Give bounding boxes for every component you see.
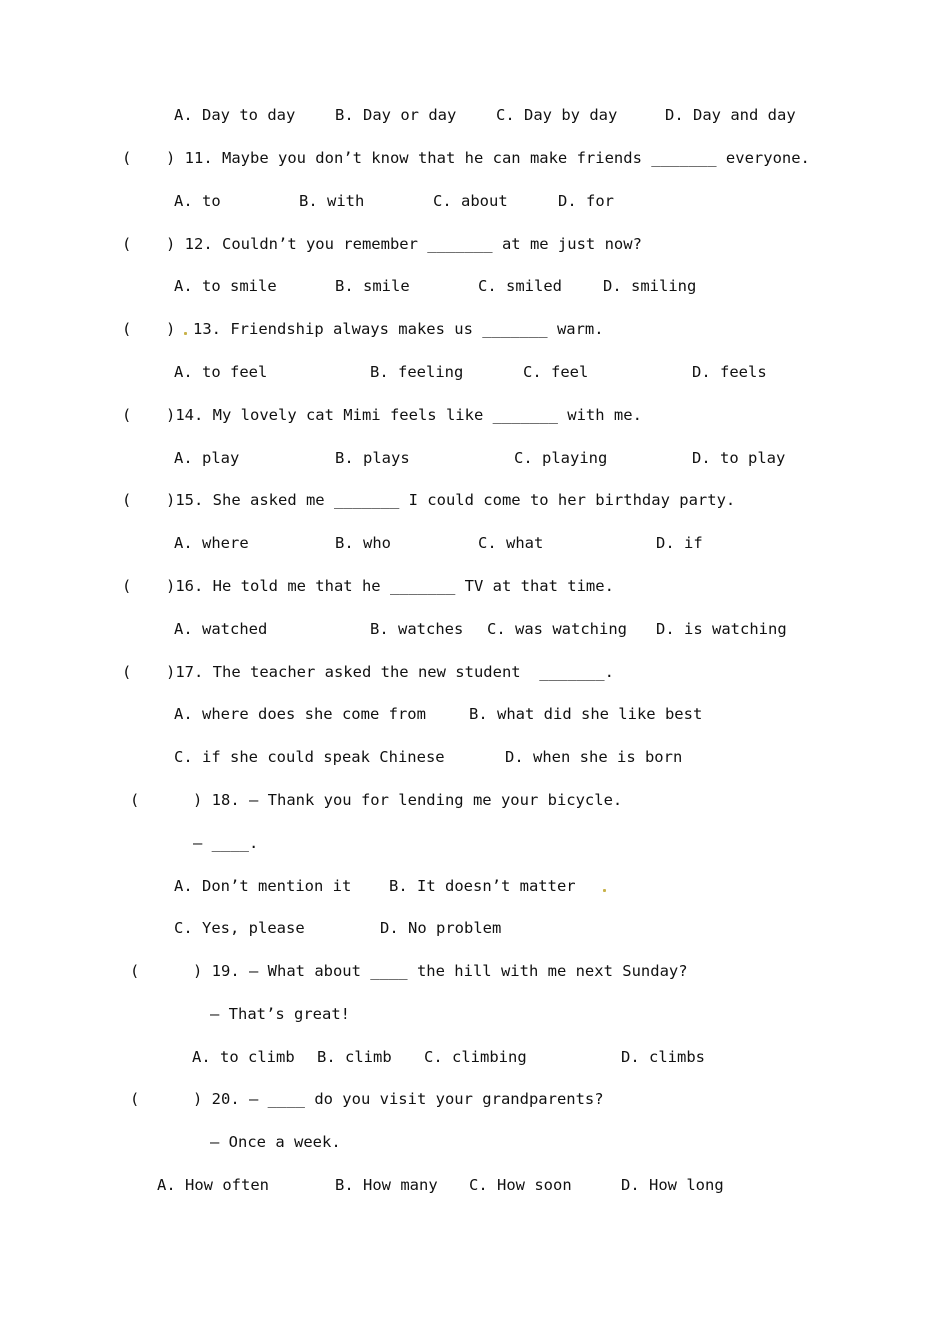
option-a: A. to: [174, 192, 221, 210]
option-a: A. Don’t mention it: [174, 877, 352, 895]
option-a: A. to climb: [192, 1048, 295, 1066]
question-stem: ) 12. Couldn’t you remember _______ at me just now?: [166, 235, 642, 253]
question-stem: ) 20. — ____ do you visit your grandparents?: [193, 1090, 604, 1108]
dialogue-reply: — That’s great!: [210, 1005, 350, 1023]
stray-dot: [603, 889, 606, 892]
option-d: D. feels: [692, 363, 767, 381]
answer-paren: (: [122, 320, 132, 338]
answer-paren: (: [122, 491, 132, 509]
option-c: C. Day by day: [496, 106, 618, 124]
dialogue-reply: — Once a week.: [210, 1133, 341, 1151]
option-d: D. when she is born: [505, 748, 683, 766]
answer-paren: (: [122, 149, 132, 167]
option-b: B. How many: [335, 1176, 438, 1194]
option-a: A. watched: [174, 620, 268, 638]
option-d: D. to play: [692, 449, 786, 467]
option-c: C. Yes, please: [174, 919, 305, 937]
option-d: D. No problem: [380, 919, 502, 937]
answer-paren: (: [122, 663, 132, 681]
option-c: C. smiled: [478, 277, 562, 295]
option-b: B. watches: [370, 620, 464, 638]
answer-paren: (: [130, 791, 140, 809]
answer-paren: (: [122, 406, 132, 424]
stray-dot: [184, 332, 187, 335]
option-c: C. if she could speak Chinese: [174, 748, 445, 766]
option-c: C. playing: [514, 449, 608, 467]
option-a: A. to feel: [174, 363, 268, 381]
option-c: C. what: [478, 534, 544, 552]
question-stem: )17. The teacher asked the new student _______.: [166, 663, 614, 681]
option-c: C. feel: [523, 363, 589, 381]
option-b: B. what did she like best: [469, 705, 703, 723]
answer-paren: (: [122, 577, 132, 595]
option-b: B. feeling: [370, 363, 464, 381]
option-b: B. smile: [335, 277, 410, 295]
option-a: A. play: [174, 449, 240, 467]
answer-paren: (: [130, 1090, 140, 1108]
option-c: C. How soon: [469, 1176, 572, 1194]
option-b: B. climb: [317, 1048, 392, 1066]
option-d: D. is watching: [656, 620, 787, 638]
option-a: A. to smile: [174, 277, 277, 295]
question-stem: ) 18. — Thank you for lending me your bicycle.: [193, 791, 623, 809]
option-d: D. for: [558, 192, 614, 210]
option-c: C. climbing: [424, 1048, 527, 1066]
question-stem: )15. She asked me _______ I could come to her birthday party.: [166, 491, 736, 509]
question-stem: ) 19. — What about ____ the hill with me next Sunday?: [193, 962, 688, 980]
option-a: A. where: [174, 534, 249, 552]
option-b: B. who: [335, 534, 391, 552]
question-stem: )16. He told me that he _______ TV at that time.: [166, 577, 614, 595]
option-d: D. Day and day: [665, 106, 796, 124]
option-c: C. about: [433, 192, 508, 210]
question-stem: )14. My lovely cat Mimi feels like _______ with me.: [166, 406, 642, 424]
dialogue-reply: — ____.: [193, 834, 259, 852]
option-a: A. where does she come from: [174, 705, 426, 723]
question-stem: 13. Friendship always makes us _______ warm.: [193, 320, 604, 338]
option-b: B. It doesn’t matter: [389, 877, 576, 895]
option-c: C. was watching: [487, 620, 627, 638]
question-stem: ) 11. Maybe you don’t know that he can make friends _______ everyone.: [166, 149, 810, 167]
answer-paren: (: [122, 235, 132, 253]
option-d: D. smiling: [603, 277, 697, 295]
option-d: D. if: [656, 534, 703, 552]
answer-paren: (: [130, 962, 140, 980]
option-b: B. with: [299, 192, 365, 210]
option-b: B. Day or day: [335, 106, 457, 124]
option-b: B. plays: [335, 449, 410, 467]
answer-paren-close: ): [166, 320, 176, 338]
option-d: D. climbs: [621, 1048, 705, 1066]
option-a: A. How often: [157, 1176, 269, 1194]
option-a: A. Day to day: [174, 106, 296, 124]
option-d: D. How long: [621, 1176, 724, 1194]
